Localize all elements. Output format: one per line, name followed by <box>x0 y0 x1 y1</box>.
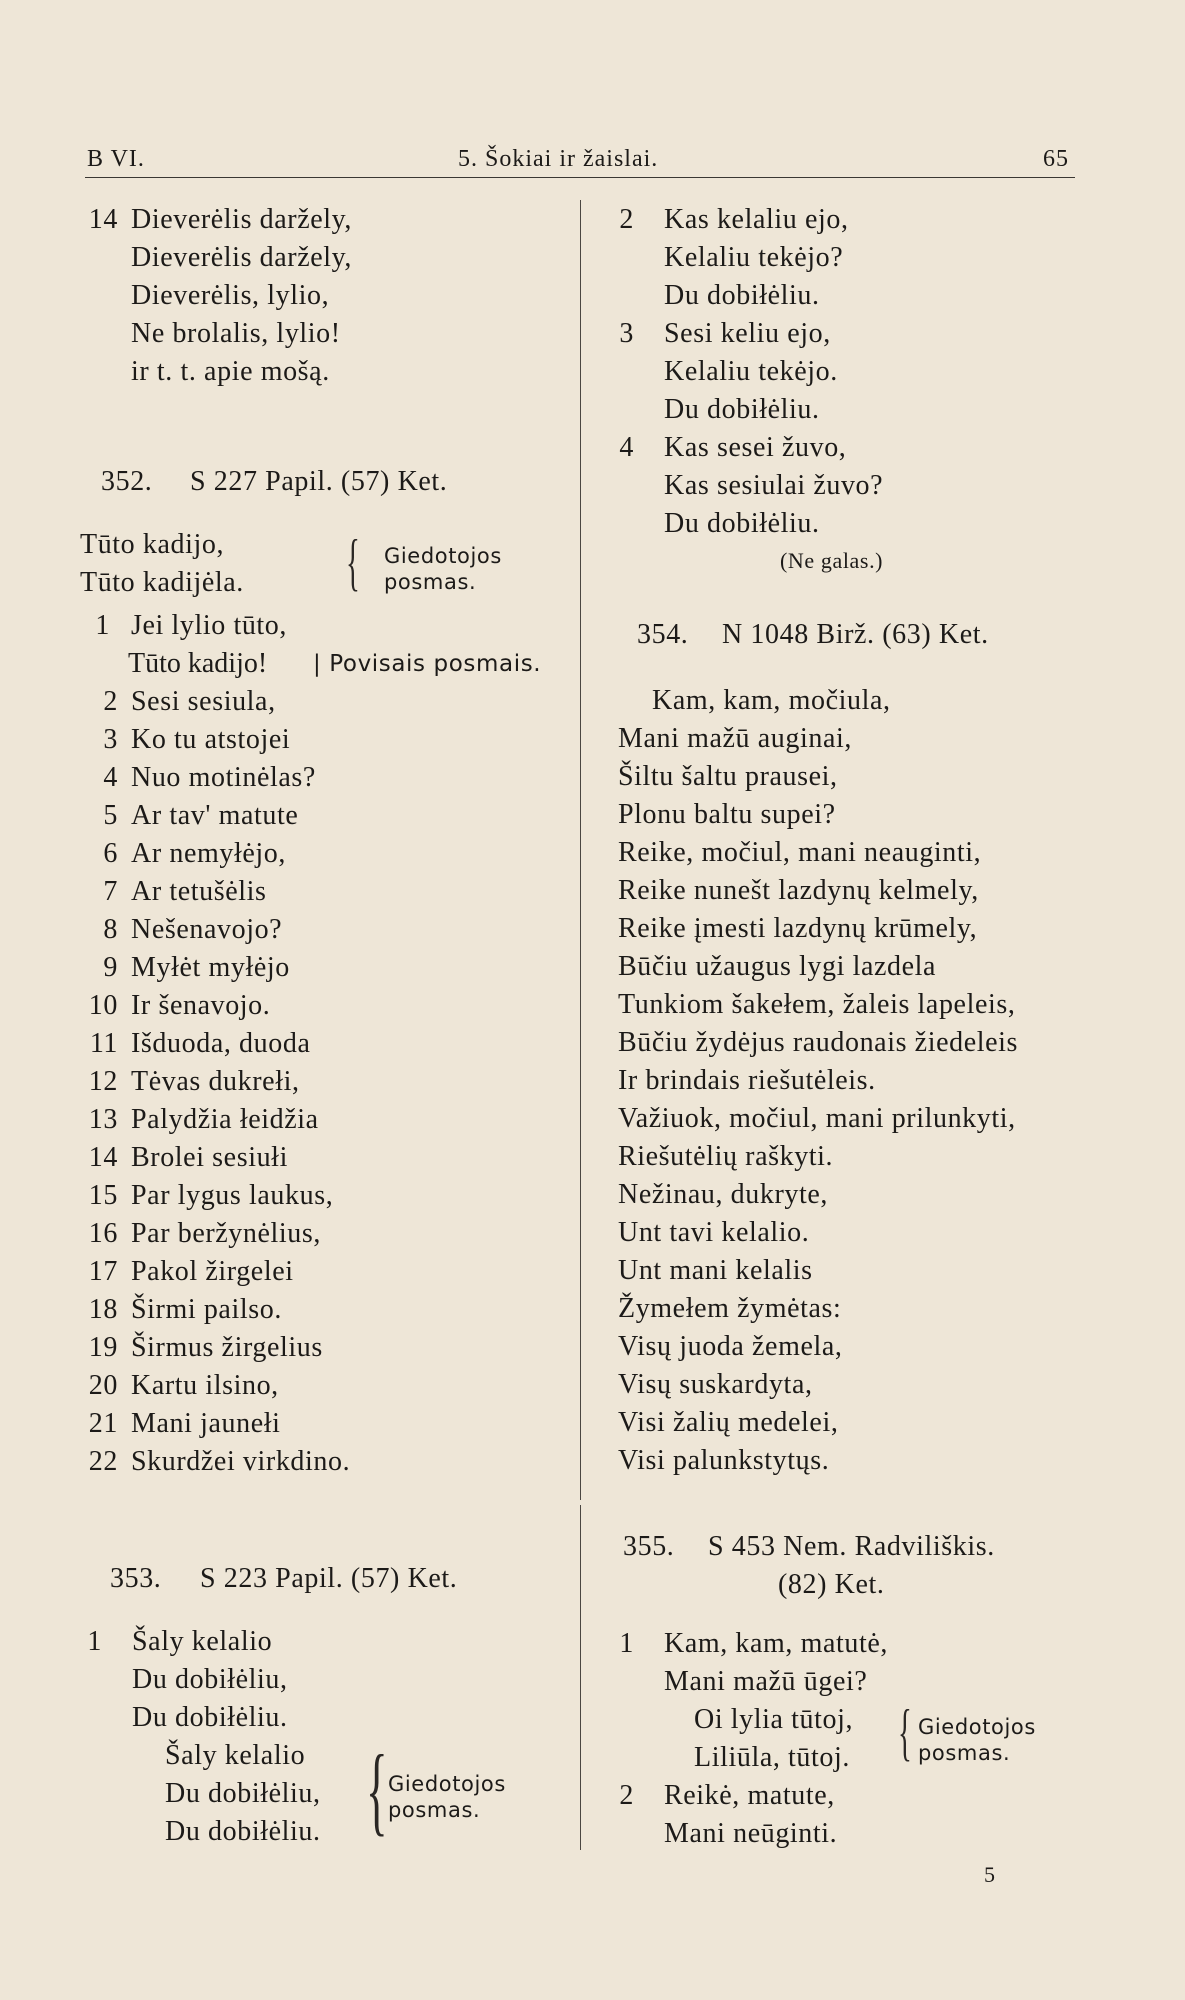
refrain-line: Šaly kelalio <box>165 1740 306 1771</box>
verse-line: Mani neūginti. <box>664 1818 838 1849</box>
refrain-line: Du dobiłėliu, <box>165 1778 321 1809</box>
verse-number: 6 <box>103 838 118 869</box>
verse-line: Visi palunkstytųs. <box>618 1445 830 1476</box>
verse-line: Du dobiłėliu, <box>132 1664 288 1695</box>
verse-line: Ir šenavojo. <box>131 990 271 1021</box>
verse-line: Du dobiłėliu. <box>132 1702 288 1733</box>
verse-line: Unt tavi kelalio. <box>618 1217 810 1248</box>
verse-line: Kam, kam, matutė, <box>664 1628 889 1659</box>
verse-line: Dieverėlis, lylio, <box>131 280 330 311</box>
verse-number: 9 <box>103 952 118 983</box>
verse-number: 7 <box>103 876 118 907</box>
verse-line: Kelaliu tekėjo. <box>664 356 838 387</box>
verse-number: 19 <box>88 1332 118 1363</box>
song-number-354: 354. <box>637 619 689 650</box>
verse-line: Plonu baltu supei? <box>618 799 836 830</box>
refrain-brace: { <box>346 526 361 597</box>
verse-line: Mani mažū ūgei? <box>664 1666 868 1697</box>
verse-number: 8 <box>103 914 118 945</box>
verse-line: Reike, močiul, mani neauginti, <box>618 837 982 868</box>
verse-line: Nežinau, dukryte, <box>618 1179 829 1210</box>
verse-line: Visų suskardyta, <box>618 1369 813 1400</box>
verse-line: Būčiu užaugus lygi lazdela <box>618 951 937 982</box>
song-heading-355: S 453 Nem. Radviliškis. <box>708 1531 995 1562</box>
verse-number: 13 <box>88 1104 118 1135</box>
song-heading-354: N 1048 Birž. (63) Ket. <box>722 619 989 650</box>
song-number-355: 355. <box>623 1531 675 1562</box>
verse-line: Par lygus laukus, <box>131 1180 334 1211</box>
refrain-note: Giedotojos <box>384 544 502 568</box>
refrain-brace: { <box>898 1696 913 1767</box>
verse-line: Reikė, matute, <box>664 1780 835 1811</box>
verse-line: Žymełem žymėtas: <box>618 1293 842 1324</box>
performance-note: | Povisais posmais. <box>313 651 542 677</box>
verse-line: Nuo motinėlas? <box>131 762 316 793</box>
verse-line: Kelaliu tekėjo? <box>664 242 844 273</box>
verse-line: Šaly kelalio <box>132 1626 273 1657</box>
refrain-line: Liliūla, tūtoj. <box>694 1742 850 1773</box>
verse-line: Du dobiłėliu. <box>664 280 820 311</box>
verse-line: Ar tav' matute <box>131 800 299 831</box>
end-note: (Ne galas.) <box>780 548 884 573</box>
verse-number: 11 <box>89 1028 118 1059</box>
verse-number: 3 <box>619 318 634 349</box>
verse-line: Palydžia łeidžia <box>131 1104 319 1135</box>
header-section-id: B VI. <box>87 146 145 172</box>
verse-number: 2 <box>619 204 634 235</box>
verse-line: Du dobiłėliu. <box>664 508 820 539</box>
refrain-line: Oi lylia tūtoj, <box>694 1704 854 1735</box>
verse-line: ir t. t. apie mošą. <box>131 356 330 387</box>
verse-line: Riešutėlių raškyti. <box>618 1141 834 1172</box>
refrain-line: Du dobiłėliu. <box>165 1816 321 1847</box>
refrain-note: posmas. <box>384 570 477 594</box>
verse-line: Tunkiom šakełem, žaleis lapeleis, <box>618 989 1016 1020</box>
verse-line: Sesi sesiula, <box>131 686 276 717</box>
song-number-352: 352. <box>101 466 153 497</box>
verse-number: 1 <box>95 610 110 641</box>
verse-line: Ko tu atstojei <box>131 724 291 755</box>
verse-number: 1 <box>619 1628 634 1659</box>
verse-line: Tėvas dukrełi, <box>131 1066 300 1097</box>
verse-number: 16 <box>88 1218 118 1249</box>
verse-number: 10 <box>88 990 118 1021</box>
header-chapter-title: 5. Šokiai ir žaislai. <box>458 146 659 172</box>
verse-line: Kas sesei žuvo, <box>664 432 847 463</box>
verse-line: Jei lylio tūto, <box>131 610 287 641</box>
verse-number: 12 <box>88 1066 118 1097</box>
verse-line: Kartu ilsino, <box>131 1370 279 1401</box>
verse-line: Šiltu šaltu prausei, <box>618 761 838 792</box>
verse-number: 17 <box>88 1256 118 1287</box>
column-divider <box>580 200 581 1500</box>
refrain-line: Tūto kadijo, <box>80 529 225 560</box>
verse-number: 22 <box>88 1446 118 1477</box>
song-heading-353: S 223 Papil. (57) Ket. <box>200 1563 458 1594</box>
verse-number: 4 <box>103 762 118 793</box>
verse-line: Ar tetušėlis <box>131 876 267 907</box>
header-rule <box>85 177 1075 178</box>
column-divider-lower <box>580 1505 581 1850</box>
verse-line: Visi žalių medelei, <box>618 1407 839 1438</box>
verse-line: Ir brindais riešutėleis. <box>618 1065 876 1096</box>
verse-line: Dieverėlis daržely, <box>131 242 353 273</box>
verse-number: 15 <box>88 1180 118 1211</box>
verse-line: Išduoda, duoda <box>131 1028 311 1059</box>
verse-line: Kam, kam, močiula, <box>652 685 891 716</box>
verse-number: 5 <box>103 800 118 831</box>
verse-line: Ne brolalis, lylio! <box>131 318 341 349</box>
verse-line: Du dobiłėliu. <box>664 394 820 425</box>
verse-line: Tūto kadijo! <box>128 648 268 679</box>
verse-line: Unt mani kelalis <box>618 1255 813 1286</box>
refrain-note: Giedotojos <box>918 1715 1036 1739</box>
song-heading-355-line2: (82) Ket. <box>778 1569 885 1600</box>
verse-line: Skurdžei virkdino. <box>131 1446 351 1477</box>
verse-line: Širmi pailso. <box>131 1294 282 1325</box>
refrain-line: Tūto kadijėla. <box>80 567 244 598</box>
verse-number: 3 <box>103 724 118 755</box>
verse-line: Pakol žirgelei <box>131 1256 294 1287</box>
verse-line: Mani mažū auginai, <box>618 723 852 754</box>
verse-number: 14 <box>88 1142 118 1173</box>
verse-number: 18 <box>88 1294 118 1325</box>
verse-line: Dieverėlis daržely, <box>131 204 353 235</box>
header-page-number: 65 <box>1043 146 1069 172</box>
verse-number: 1 <box>87 1626 102 1657</box>
verse-line: Kas sesiulai žuvo? <box>664 470 884 501</box>
verse-number: 20 <box>88 1370 118 1401</box>
verse-number: 2 <box>619 1780 634 1811</box>
verse-line: Širmus žirgelius <box>131 1332 323 1363</box>
refrain-brace: { <box>366 1734 388 1845</box>
verse-number: 21 <box>88 1408 118 1439</box>
verse-line: Visų juoda žemela, <box>618 1331 843 1362</box>
verse-line: Reike įmesti lazdynų krūmely, <box>618 913 978 944</box>
refrain-note: posmas. <box>918 1741 1011 1765</box>
verse-line: Nešenavojo? <box>131 914 283 945</box>
verse-number: 2 <box>103 686 118 717</box>
song-heading-352: S 227 Papil. (57) Ket. <box>190 466 448 497</box>
verse-line: Myłėt myłėjo <box>131 952 290 983</box>
verse-line: Brolei sesiułi <box>131 1142 288 1173</box>
verse-line: Kas kelaliu ejo, <box>664 204 849 235</box>
refrain-note: posmas. <box>388 1798 481 1822</box>
refrain-note: Giedotojos <box>388 1772 506 1796</box>
verse-line: Būčiu žydėjus raudonais žiedeleis <box>618 1027 1019 1058</box>
song-number-353: 353. <box>110 1563 162 1594</box>
printer-signature: 5 <box>984 1862 995 1887</box>
verse-line: Sesi keliu ejo, <box>664 318 831 349</box>
verse-line: Važiuok, močiul, mani prilunkyti, <box>618 1103 1016 1134</box>
verse-line: Ar nemyłėjo, <box>131 838 286 869</box>
verse-number: 14 <box>88 204 118 235</box>
verse-line: Par beržynėlius, <box>131 1218 321 1249</box>
verse-line: Mani jaunełi <box>131 1408 281 1439</box>
verse-number: 4 <box>619 432 634 463</box>
verse-line: Reike nunešt lazdynų kelmely, <box>618 875 979 906</box>
